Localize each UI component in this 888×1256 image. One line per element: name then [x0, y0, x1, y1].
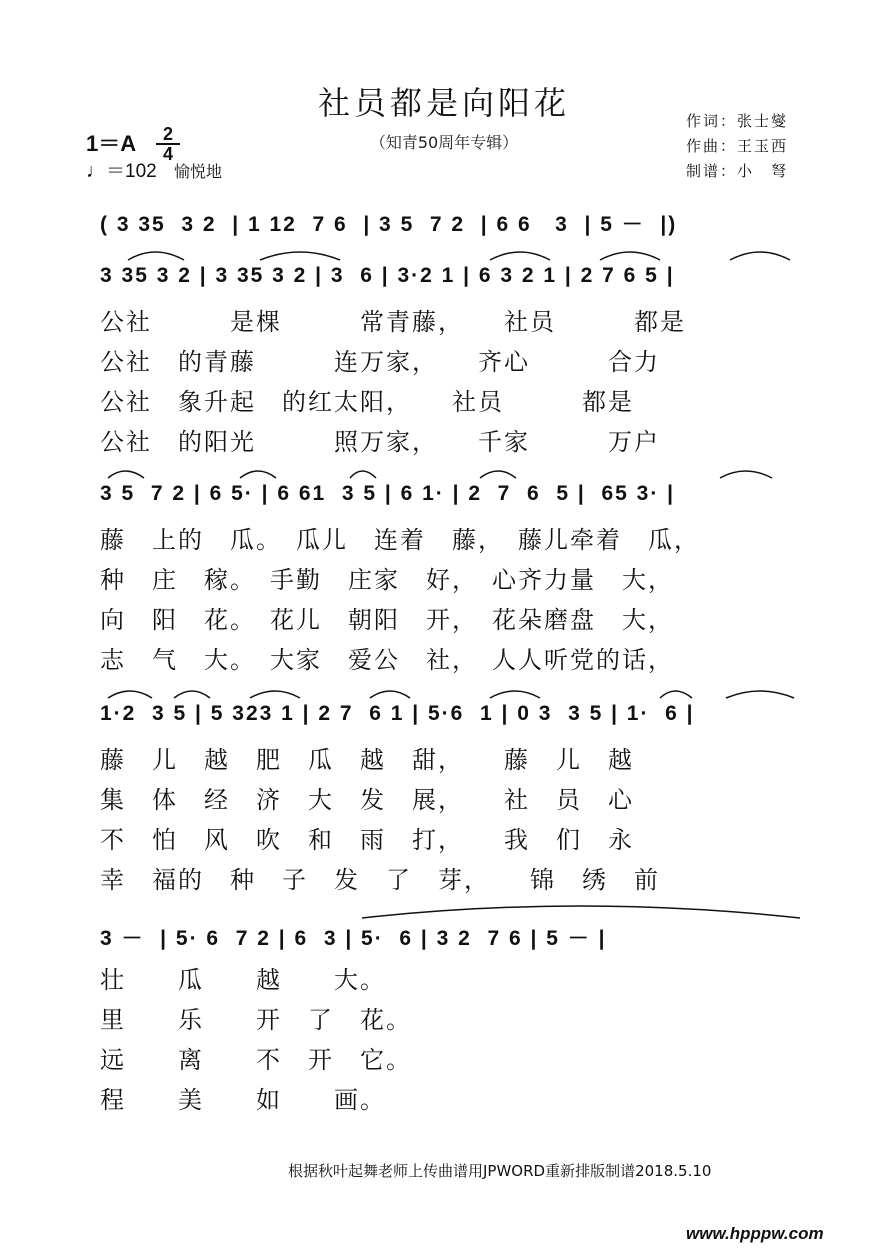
lyric-line: 向 阳 花。 花儿 朝阳 开， 花朵磨盘 大， — [100, 606, 674, 634]
composer-credit: 作曲：王玉西 — [686, 137, 789, 155]
music-notes: 3 5 7 2 | 6 5· | 6 61 3 5 | 6 1· | 2 7 6 5 | 65 3· | — [100, 482, 676, 505]
time-signature-top: 2 — [162, 124, 173, 144]
lyric-line: 公社 象升起 的红太阳， 社员 都是 — [100, 388, 634, 416]
slur-marks — [100, 900, 820, 920]
music-notes: 1·2 3 5 | 5 323 1 | 2 7 6 1 | 5·6 1 | 0 3 3 5 | 1· 6 | — [100, 702, 695, 725]
lyric-line: 藤 儿 越 肥 瓜 越 甜， 藤 儿 越 — [100, 746, 634, 774]
lyric-line: 志 气 大。 大家 爱公 社， 人人听党的话， — [100, 646, 674, 674]
time-signature-bottom: 4 — [162, 144, 173, 164]
time-signature — [156, 126, 180, 162]
lyric-line: 远 离 不 开 它。 — [100, 1046, 412, 1074]
footer-note: 根据秋叶起舞老师上传曲谱用JPWORD重新排版制谱2018.5.10 — [288, 1162, 712, 1180]
slur-marks — [100, 682, 820, 702]
tempo-marking — [86, 156, 157, 183]
lyric-line: 集 体 经 济 大 发 展， 社 员 心 — [100, 786, 634, 814]
slur-marks — [100, 244, 820, 264]
lyric-line: 程 美 如 画。 — [100, 1086, 386, 1114]
music-notes: 3 35 3 2 | 3 35 3 2 | 3 6 | 3·2 1 | 6 3 2 1 | 2 7 6 5 | — [100, 264, 675, 287]
lyricist-credit: 作词：张士燮 — [686, 112, 789, 130]
music-row-3 — [100, 694, 820, 734]
tempo-value: ＝102 — [106, 161, 157, 182]
lyric-line: 壮 瓜 越 大。 — [100, 966, 386, 994]
music-row-intro — [100, 200, 820, 240]
music-row-1 — [100, 256, 820, 296]
lyric-line: 种 庄 稼。 手勤 庄家 好， 心齐力量 大， — [100, 566, 674, 594]
music-notes: 3 － | 5· 6 7 2 | 6 3 | 5· 6 | 3 2 7 6 | 5 － | — [100, 927, 607, 950]
lyric-line: 公社 的青藤 连万家， 齐心 合力 — [100, 348, 660, 376]
site-watermark[interactable]: www.hpppw.com — [686, 1224, 824, 1243]
lyric-line: 公社 的阳光 照万家， 千家 万户 — [100, 428, 660, 456]
lyric-line: 不 怕 风 吹 和 雨 打， 我 们 永 — [100, 826, 634, 854]
music-row-4 — [100, 914, 820, 954]
song-subtitle: （知青50周年专辑） — [369, 133, 519, 152]
lyric-line: 里 乐 开 了 花。 — [100, 1006, 412, 1034]
quarter-note-icon: ♩ — [86, 160, 106, 182]
song-title: 社员都是向阳花 — [317, 84, 570, 122]
music-row-2 — [100, 474, 820, 514]
lyric-line: 幸 福的 种 子 发 了 芽， 锦 绣 前 — [100, 866, 660, 894]
music-notes: ( 3 35 3 2 | 1 12 7 6 | 3 5 7 2 | 6 6 3 | 5 － |) — [100, 213, 678, 236]
tempo-expression: 愉悦地 — [174, 162, 223, 181]
arranger-credit: 制谱：小 弩 — [686, 162, 789, 180]
slur-marks — [100, 462, 820, 482]
lyric-line: 公社 是棵 常青藤， 社员 都是 — [100, 308, 686, 336]
lyric-line: 藤 上的 瓜。 瓜儿 连着 藤， 藤儿牵着 瓜， — [100, 526, 700, 554]
key-signature: 1＝A — [86, 131, 137, 156]
